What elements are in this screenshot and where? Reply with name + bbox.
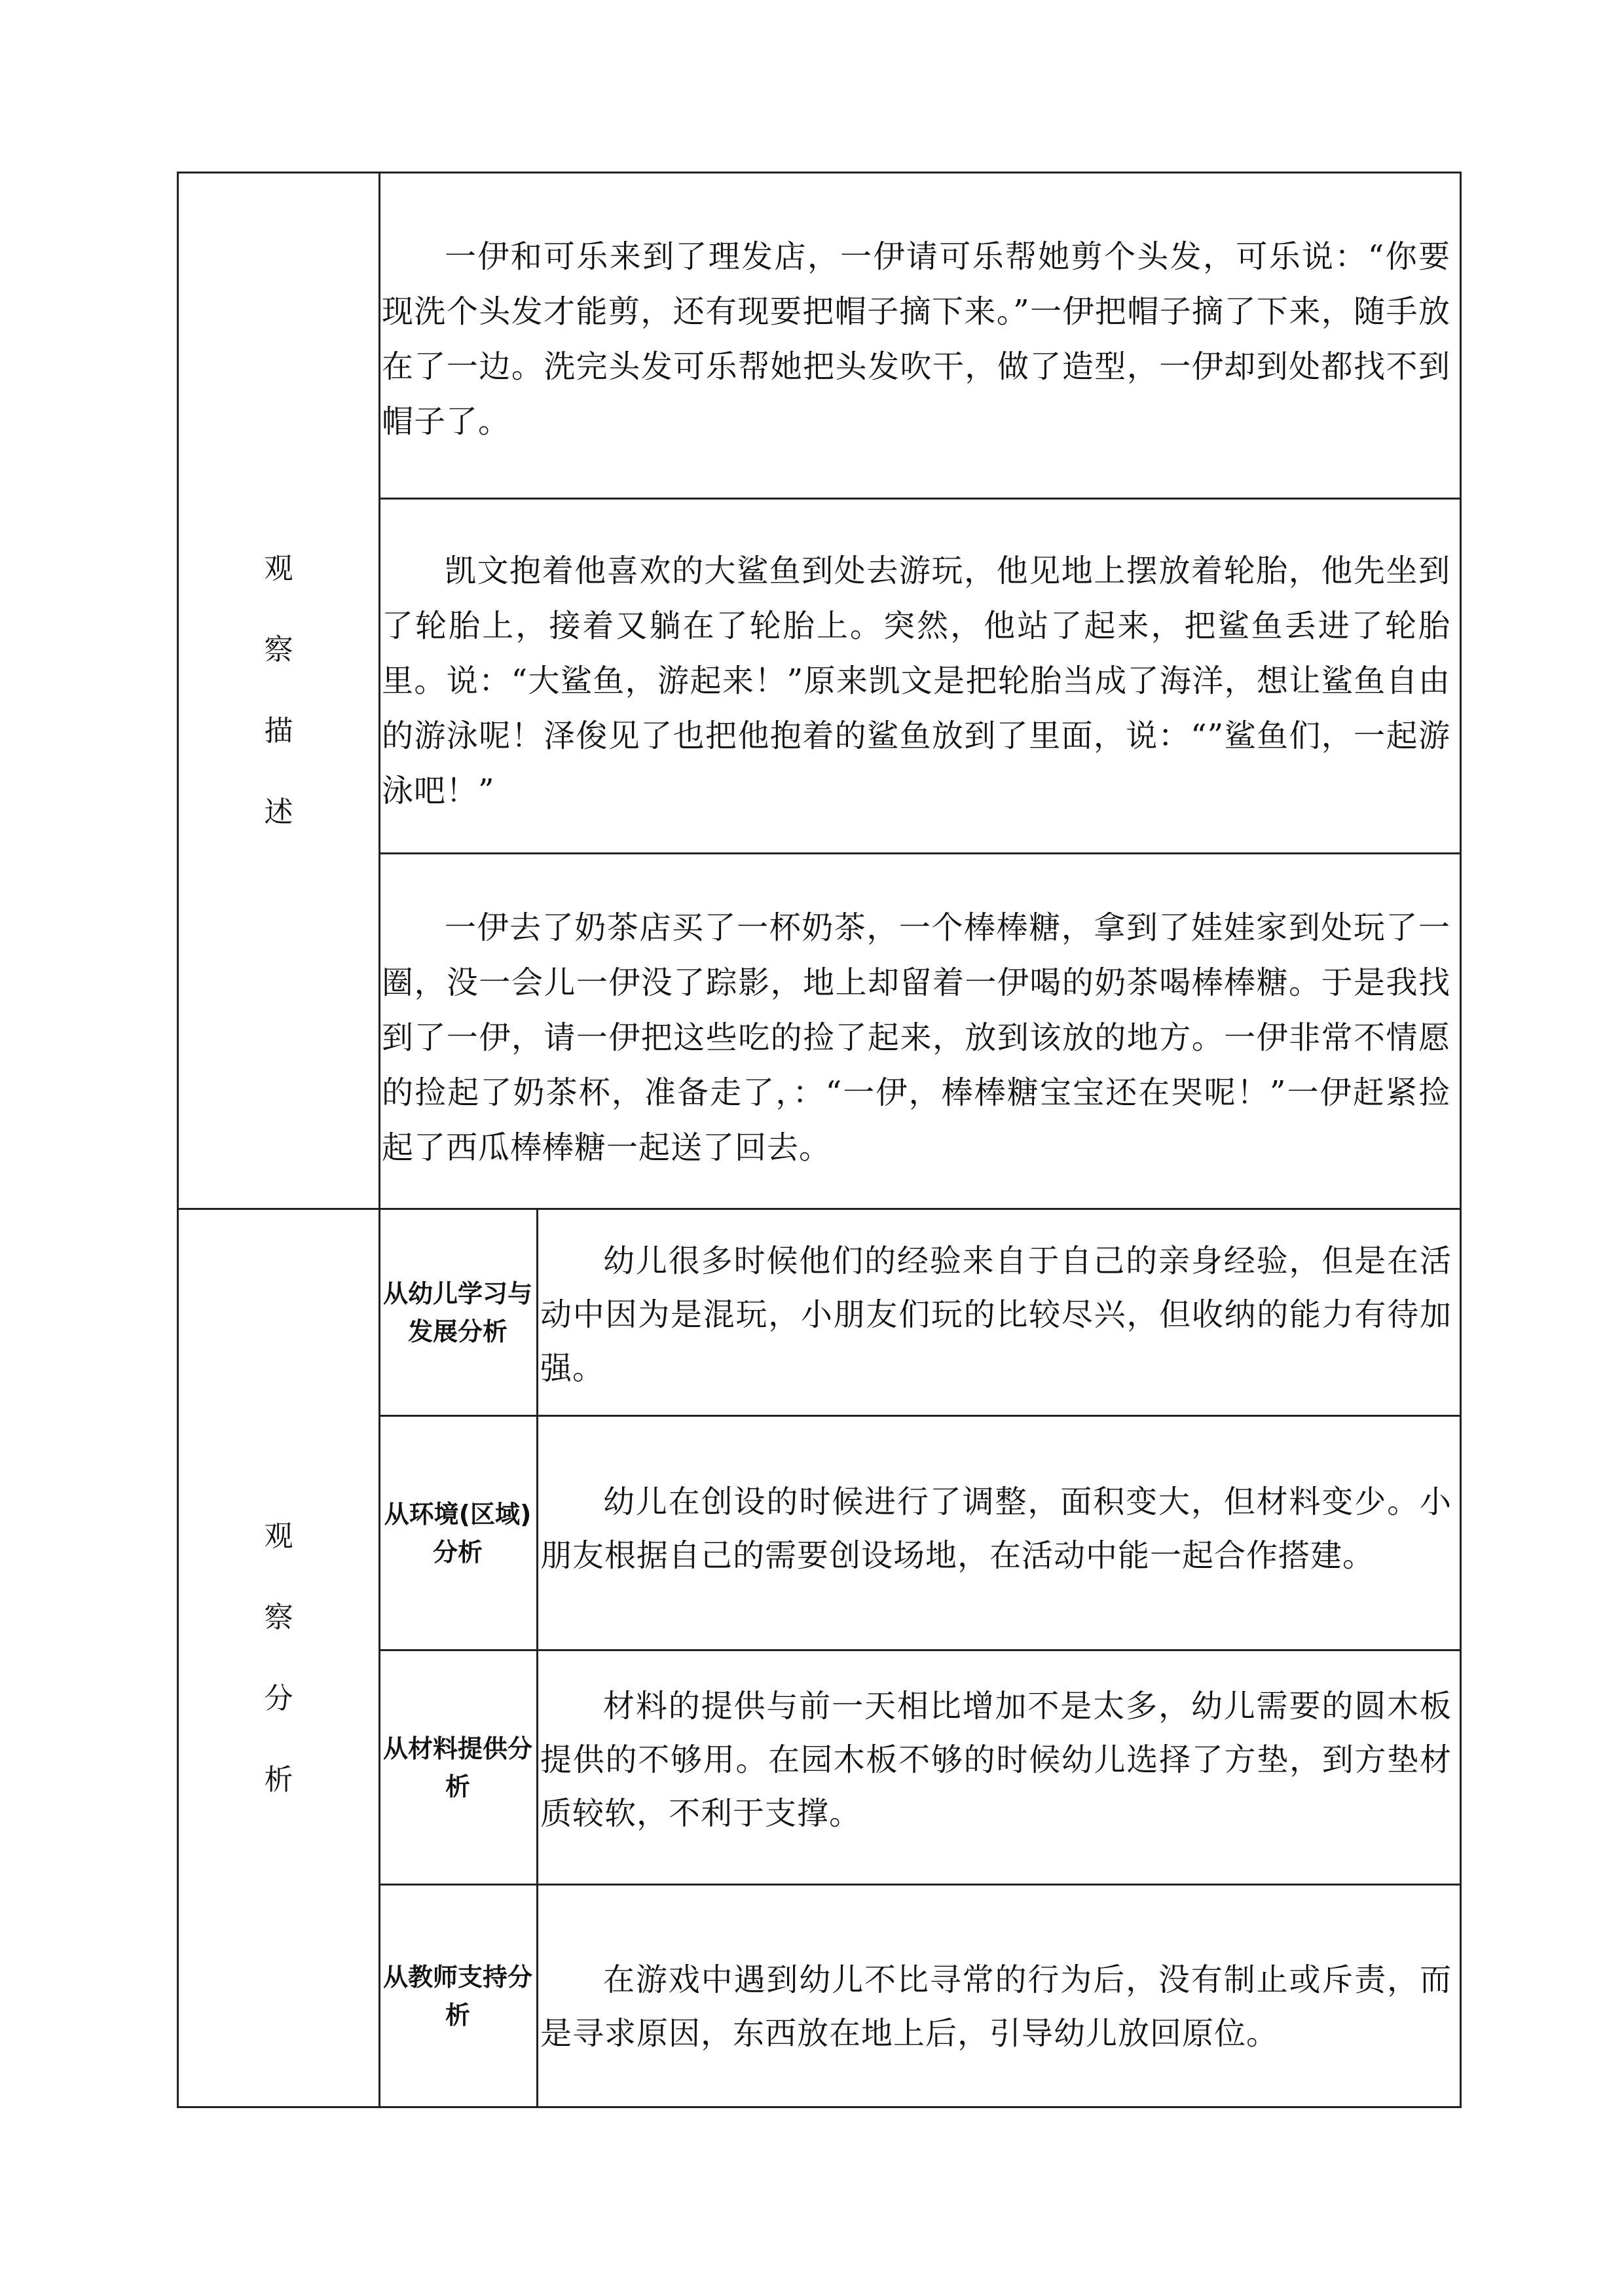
analysis-heading-char: 察 <box>264 1600 293 1634</box>
divider-observation-2 <box>378 852 1462 854</box>
analysis-text-development: 幼儿很多时候他们的经验来自于自己的亲身经验，但是在活动中因为是混玩，小朋友们玩的比较尽兴，但收纳的能力有待加强。 <box>540 1243 1452 1387</box>
analysis-text-materials: 材料的提供与前一天相比增加不是太多，幼儿需要的圆木板提供的不够用。在园木板不够的时候幼儿选择了方垫，到方垫材质较软，不利于支撑。 <box>540 1688 1452 1832</box>
observation-entry-1: 一伊和可乐来到了理发店，一伊请可乐帮她剪个头发，可乐说：“你要现洗个头发才能剪，还有现要把帽子摘下来。”一伊把帽子摘了下来，随手放在了一边。洗完头发可乐帮她把头发吹干，做了造型，一伊却到处都找不到帽子了。 <box>382 238 1450 440</box>
observation-heading-char: 述 <box>264 795 293 829</box>
divider-analysis-1 <box>378 1415 1462 1417</box>
divider-observation-1 <box>378 498 1462 500</box>
divider-analysis-3 <box>378 1884 1462 1886</box>
divider-label-column <box>378 173 380 2106</box>
observation-heading-char: 描 <box>264 714 293 748</box>
observation-entry-3: 一伊去了奶茶店买了一杯奶茶，一个棒棒糖，拿到了娃娃家到处玩了一圈，没一会儿一伊没了踪影，地上却留着一伊喝的奶茶喝棒棒糖。于是我找到了一伊，请一伊把这些吃的捡了起来，放到该放的地方。一伊非常不情愿的捡起了奶茶杯，准备走了，：“一伊，棒棒糖宝宝还在哭呢！”一伊赶紧捡起了西瓜棒棒糖一起送了回去。 <box>382 909 1450 1166</box>
record-table <box>177 172 1462 2108</box>
observation-heading-char: 观 <box>264 552 293 585</box>
analysis-label-development: 从幼儿学习与发展分析 <box>383 1279 533 1346</box>
observation-heading <box>179 173 378 1208</box>
analysis-heading <box>179 1210 378 2106</box>
divider-analysis-2 <box>378 1649 1462 1651</box>
observation-entry-2: 凯文抱着他喜欢的大鲨鱼到处去游玩，他见地上摆放着轮胎，他先坐到了轮胎上，接着又躺在了轮胎上。突然，他站了起来，把鲨鱼丢进了轮胎里。说：“大鲨鱼，游起来！”原来凯文是把轮胎当成了海洋，想让鲨鱼自由的游泳呢！泽俊见了也把他抱着的鲨鱼放到了里面，说：“”鲨鱼们，一起游泳吧！” <box>382 553 1450 809</box>
analysis-text-environment: 幼儿在创设的时候进行了调整，面积变大，但材料变少。小朋友根据自己的需要创设场地，在活动中能一起合作搭建。 <box>540 1484 1452 1574</box>
observation-heading-char: 察 <box>264 633 293 666</box>
analysis-text-teacher: 在游戏中遇到幼儿不比寻常的行为后，没有制止或斥责，而是寻求原因，东西放在地上后，引导幼儿放回原位。 <box>540 1961 1452 2052</box>
analysis-label-materials: 从材料提供分析 <box>383 1734 533 1801</box>
divider-analysis-subcolumn <box>536 1208 538 2106</box>
analysis-heading-char: 分 <box>264 1681 293 1715</box>
analysis-label-environment: 从环境(区域)分析 <box>384 1499 532 1567</box>
analysis-heading-char: 析 <box>264 1762 293 1796</box>
analysis-heading-char: 观 <box>264 1519 293 1553</box>
analysis-label-teacher: 从教师支持分析 <box>383 1962 533 2030</box>
